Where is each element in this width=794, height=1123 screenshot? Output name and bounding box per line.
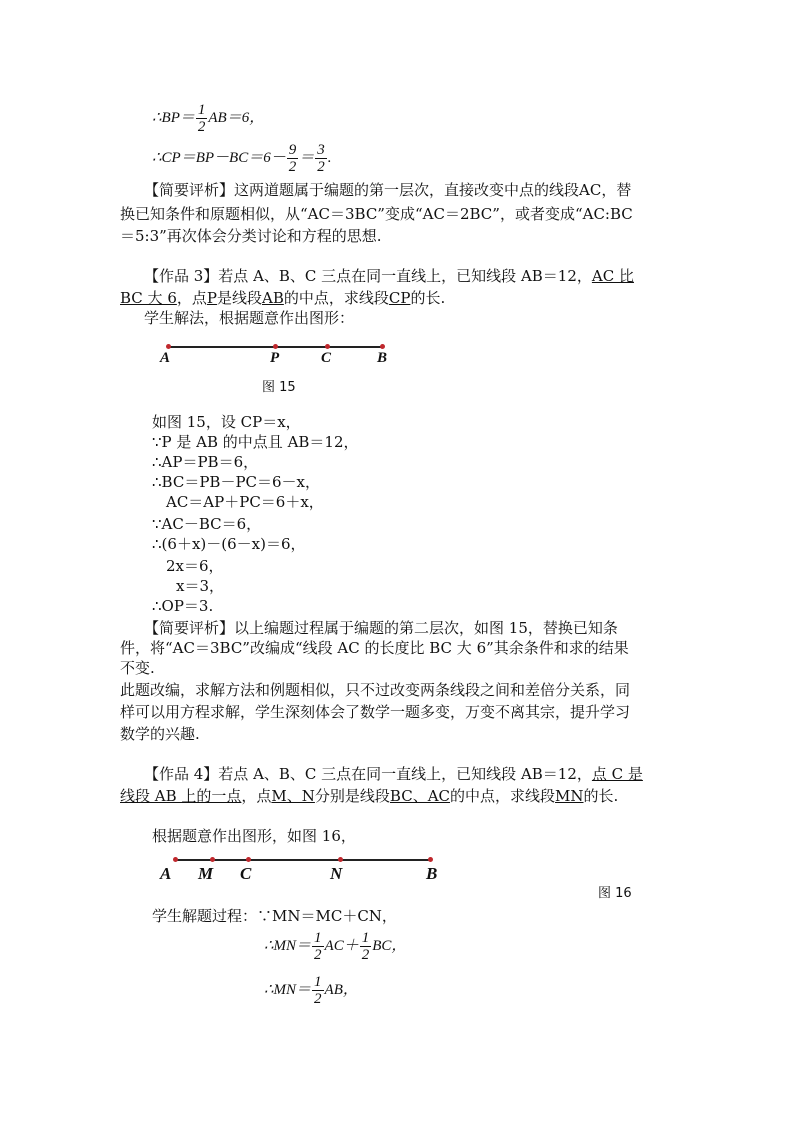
review-2-line5: 样可以用方程求解，学生深刻体会了数学一题多变，万变不离其宗，提升学习 [120, 703, 631, 721]
numerator: 3 [317, 142, 325, 159]
fraction [312, 974, 324, 1007]
point-b-label: B [377, 350, 388, 366]
solution-4-line3 [264, 972, 358, 1008]
solution-line: AC＝AP＋PC＝6＋x， [166, 493, 324, 511]
solution-line: ∴OP＝3. [152, 597, 214, 615]
numerator: 1 [197, 102, 206, 119]
point-a-label: A [160, 350, 171, 366]
point-n-label: N [330, 864, 343, 883]
fraction [315, 142, 327, 175]
figure-16-intro: 根据题意作出图形，如图 16， [152, 827, 356, 845]
numerator: 1 [314, 974, 322, 991]
review-2-line3: 不变. [120, 659, 155, 677]
underlined-text: MN [555, 787, 584, 805]
work4-text: 分别是线段 [314, 787, 390, 805]
underlined-text: 线段 AB 上的一点 [120, 787, 242, 805]
eq-text: BC， [372, 938, 407, 954]
denominator: 2 [314, 991, 322, 1008]
underlined-text: AC 比 [591, 267, 634, 285]
work3-text: 是线段 [216, 289, 262, 307]
point-a-dot [173, 857, 178, 862]
eq-text: ＝ [299, 150, 315, 166]
underlined-text: M、N [271, 787, 315, 805]
numerator: 1 [314, 930, 322, 947]
underlined-text: BC 大 6 [120, 289, 177, 307]
solution-line: x＝3， [176, 577, 225, 595]
solution-4-line2 [264, 928, 406, 964]
denominator: 2 [361, 947, 370, 964]
numerator: 1 [361, 930, 370, 947]
solution-line: ∵AC－BC＝6， [152, 515, 262, 533]
equation-cp [152, 140, 331, 176]
student-solution-heading: 学生解法，根据题意作出图形： [144, 309, 355, 327]
denominator: 2 [314, 947, 322, 964]
point-a-dot [166, 344, 171, 349]
eq-text: ∴BP＝ [152, 110, 195, 126]
work4-line1 [144, 764, 643, 784]
eq-text: ∴MN＝ [264, 938, 312, 954]
point-a-label: A [160, 864, 172, 883]
fraction [196, 102, 208, 135]
solution-line: 如图 15，设 CP＝x， [152, 413, 301, 431]
solution-line: ∴(6＋x)－(6－x)＝6， [152, 535, 306, 553]
eq-text: ∴CP＝BP－BC＝6－ [152, 150, 286, 166]
solution-line: ∴BC＝PB－PC＝6－x， [152, 473, 321, 491]
point-c-label: C [321, 350, 332, 366]
solution-line: 2x＝6， [166, 557, 224, 575]
underlined-text: CP [388, 289, 411, 307]
point-c-label: C [240, 864, 252, 883]
eq-text: AB， [324, 982, 358, 998]
eq-text: AB＝6， [208, 110, 265, 126]
review-1-line1: 【简要评析】这两道题属于编题的第一层次，直接改变中点的线段AC，替 [144, 181, 632, 199]
fraction [312, 930, 324, 963]
point-c-dot [325, 344, 330, 349]
point-b-label: B [426, 864, 438, 883]
review-2-line2: 件，将“AC＝3BC”改编成“线段 AC 的长度比 BC 大 6”其余条件和求的结果 [120, 639, 629, 657]
solution-line: ∴AP＝PB＝6， [152, 453, 259, 471]
work4-text: 【作品 4】若点 A、B、C 三点在同一直线上，已知线段 AB＝12， [144, 765, 592, 783]
denominator: 2 [317, 159, 325, 176]
numerator: 9 [288, 142, 297, 159]
review-1-line3: ＝5:3”再次体会分类讨论和方程的思想. [120, 227, 382, 245]
point-b-dot [380, 344, 385, 349]
point-p-label: P [270, 350, 280, 366]
fraction [360, 930, 372, 963]
point-b-dot [428, 857, 433, 862]
review-1-line2: 换已知条件和原题相似，从“AC＝3BC”变成“AC＝2BC”，或者变成“AC:BC [120, 205, 633, 223]
review-2-line4: 此题改编，求解方法和例题相似，只不过改变两条线段之间和差倍分关系，同 [120, 681, 631, 699]
work3-line2 [120, 288, 445, 308]
underlined-text: BC、AC [389, 787, 451, 805]
equation-bp [152, 100, 264, 136]
figure-16-caption: 图 16 [598, 886, 632, 901]
eq-text: . [327, 150, 332, 166]
eq-text: ∴MN＝ [264, 982, 312, 998]
work3-line1 [144, 266, 634, 286]
work4-text: ，点 [241, 787, 272, 805]
point-c-dot [246, 857, 251, 862]
solution-line: ∵P 是 AB 的中点且 AB＝12， [152, 433, 359, 451]
point-p-dot [273, 344, 278, 349]
point-m-dot [210, 857, 215, 862]
fraction [287, 142, 299, 175]
figure-15-caption: 图 15 [262, 380, 296, 395]
denominator: 2 [288, 159, 297, 176]
work4-text: 的中点，求线段 [450, 787, 556, 805]
point-n-dot [338, 857, 343, 862]
denominator: 2 [197, 119, 206, 136]
underlined-text: P [206, 289, 217, 307]
work4-line2 [120, 786, 618, 806]
underlined-text: 点 C 是 [591, 765, 643, 783]
work3-text: ，点 [176, 289, 207, 307]
review-2-line6: 数学的兴趣. [120, 725, 200, 743]
work3-text: 的中点，求线段 [283, 289, 389, 307]
point-m-label: M [198, 864, 214, 883]
work3-text: 的长. [410, 289, 446, 307]
review-2-line1: 【简要评析】以上编题过程属于编题的第二层次，如图 15，替换已知条 [144, 619, 618, 637]
work4-text: 的长. [583, 787, 619, 805]
eq-text: AC＋ [324, 938, 359, 954]
solution-4-line1: 学生解题过程：∵MN＝MC＋CN， [152, 907, 397, 925]
underlined-text: AB [261, 289, 284, 307]
work3-text: 【作品 3】若点 A、B、C 三点在同一直线上，已知线段 AB＝12， [144, 267, 592, 285]
